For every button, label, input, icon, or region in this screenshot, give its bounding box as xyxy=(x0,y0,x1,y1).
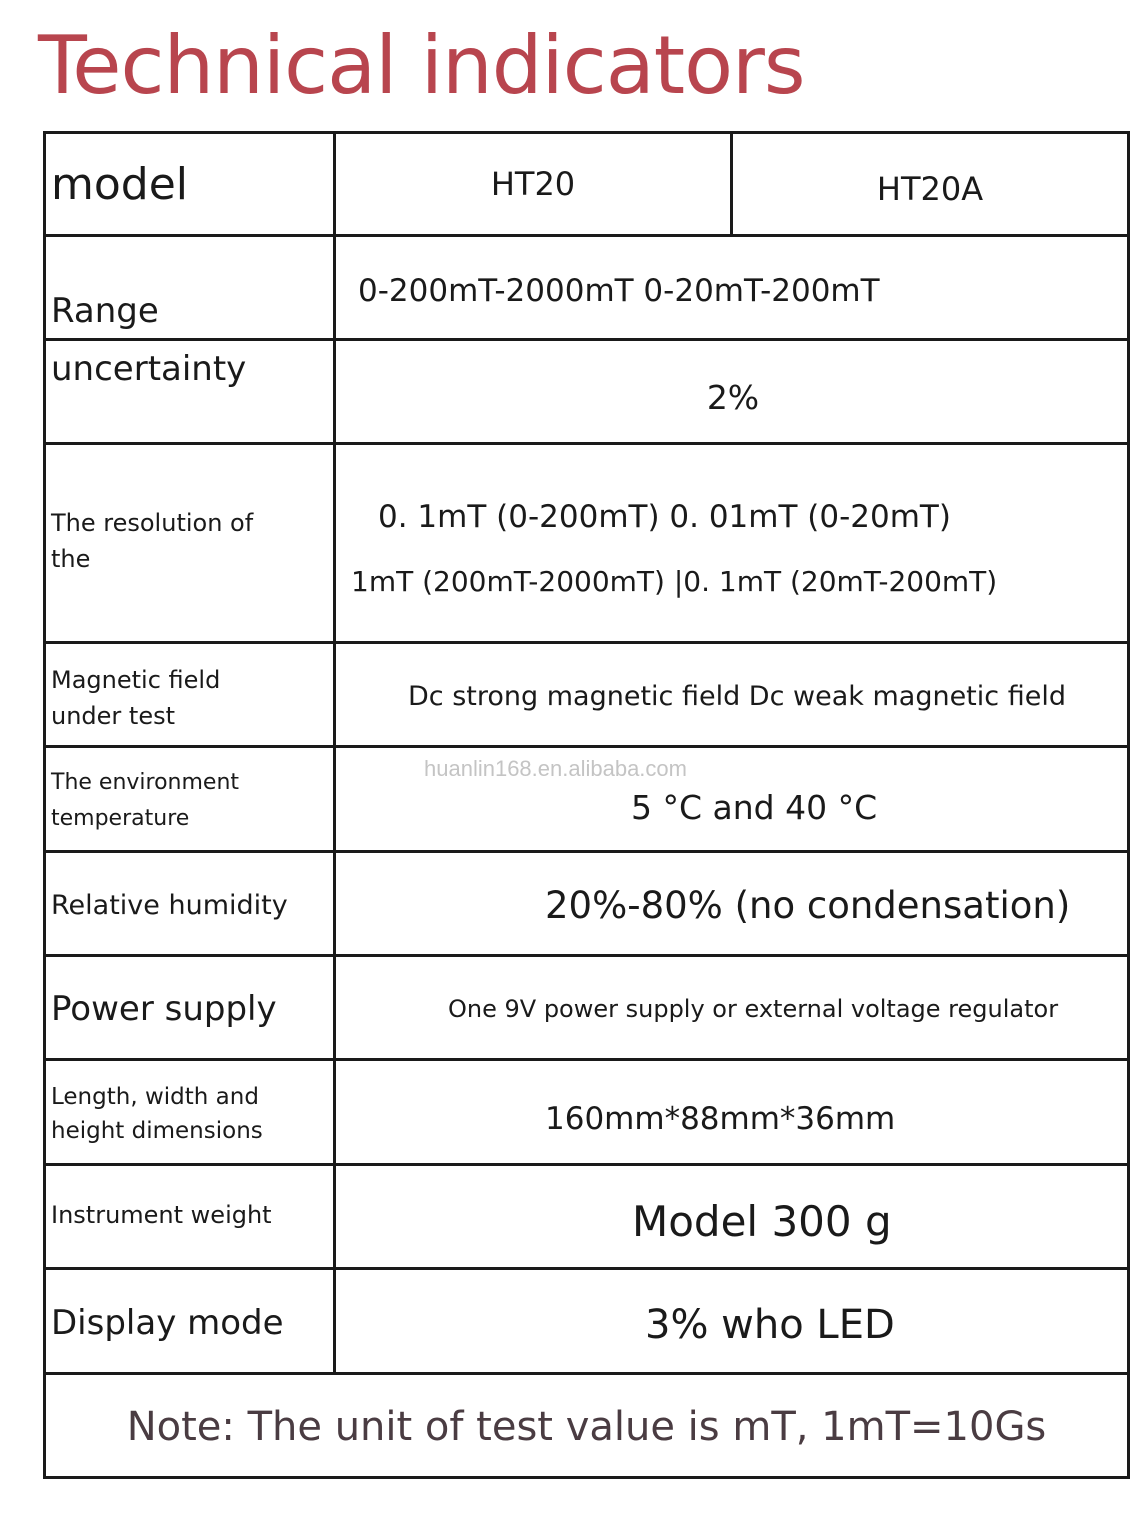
range-label: Range xyxy=(51,291,159,331)
humidity-label: Relative humidity xyxy=(51,889,288,921)
temperature-label: The environment temperature xyxy=(51,770,240,831)
resolution-label: The resolution of the xyxy=(51,509,254,573)
table-rule xyxy=(43,1372,1130,1375)
model-label: model xyxy=(51,158,189,210)
column-divider xyxy=(333,131,336,1375)
uncertainty-label: uncertainty xyxy=(51,349,247,389)
table-border-left xyxy=(43,131,46,1479)
table-rule xyxy=(43,1163,1130,1166)
dimensions-value: 160mm*88mm*36mm xyxy=(545,1101,896,1137)
display-value: 3% who LED xyxy=(645,1302,895,1348)
weight-value: Model 300 g xyxy=(632,1196,892,1246)
power-value: One 9V power supply or external voltage regulator xyxy=(448,995,1059,1023)
watermark: huanlin168.en.alibaba.com xyxy=(424,756,687,781)
table-rule xyxy=(43,442,1130,445)
weight-label: Instrument weight xyxy=(51,1201,272,1229)
uncertainty-value: 2% xyxy=(706,377,760,417)
power-label: Power supply xyxy=(51,989,277,1029)
page-title: Technical indicators xyxy=(38,19,805,112)
magnetic-field-label: Magnetic field under test xyxy=(51,666,221,730)
display-label: Display mode xyxy=(51,1303,284,1343)
resolution-value-line2: 1mT (200mT-2000mT) |0. 1mT (20mT-200mT) xyxy=(351,564,998,598)
unit-note: Note: The unit of test value is mT, 1mT=10Gs xyxy=(126,1404,1047,1450)
humidity-value: 20%-80% (no condensation) xyxy=(545,883,1071,927)
model-ht20a: HT20A xyxy=(876,170,984,208)
range-value: 0-200mT-2000mT 0-20mT-200mT xyxy=(358,273,880,309)
table-rule xyxy=(43,954,1130,957)
resolution-value-line1: 0. 1mT (0-200mT) 0. 01mT (0-20mT) xyxy=(378,499,951,535)
spec-table xyxy=(43,131,1130,1479)
table-border-right xyxy=(1127,131,1130,1479)
table-rule xyxy=(43,1267,1130,1270)
magnetic-field-value: Dc strong magnetic field Dc weak magnetic field xyxy=(408,680,1066,712)
dimensions-label: Length, width and height dimensions xyxy=(51,1084,263,1144)
table-rule xyxy=(43,1058,1130,1061)
temperature-value: 5 °C and 40 °C xyxy=(631,787,878,827)
table-rule xyxy=(43,641,1130,644)
model-ht20: HT20 xyxy=(490,165,576,203)
